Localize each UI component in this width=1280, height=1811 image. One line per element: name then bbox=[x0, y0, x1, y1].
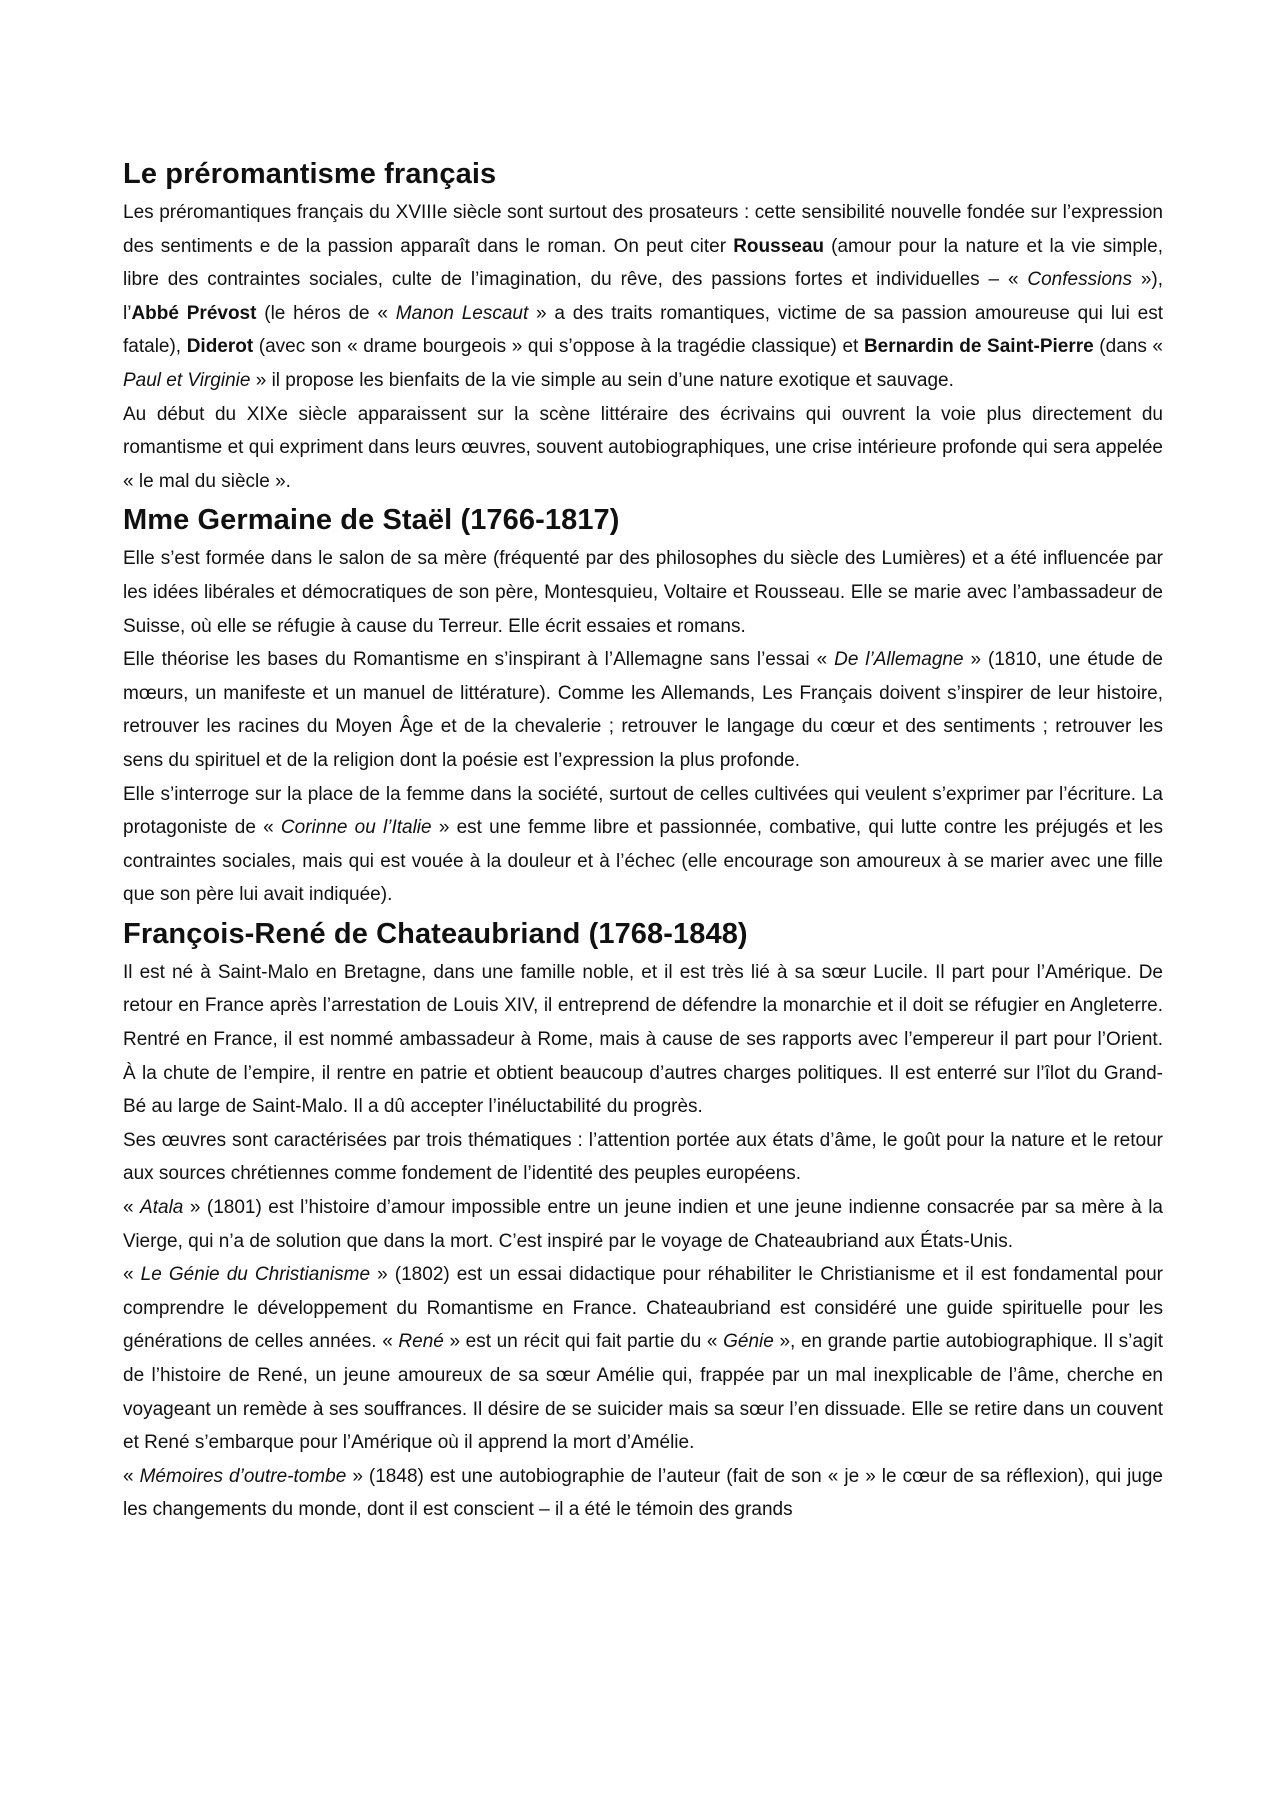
text-run: » (1801) est l’histoire d’amour impossible entre un jeune indien et une jeune indienne consacrée par sa mère à la Vierge, qui n’a de solution que dans la mort. C’est inspiré par le voyage de Chateaubriand aux États-Unis. bbox=[123, 1197, 1163, 1252]
text-run: » (1810, une étude de mœurs, un manifeste et un manuel de littérature). Comme les Allemands, Les Français doivent s’inspirer de leur histoire, retrouver les racines du Moyen Âge et de la chevalerie ; retrouver le langage du cœur et des sentiments ; retrouver les sens du spirituel et de la religion dont la poésie est l’expression la plus profonde. bbox=[123, 649, 1163, 771]
text-run: Elle théorise les bases du Romantisme en s’inspirant à l’Allemagne sans l’essai « bbox=[123, 649, 835, 671]
body-paragraph bbox=[123, 1191, 1163, 1258]
text-run: (amour pour la nature et la vie simple, libre des contraintes sociales, culte de l’imagination, du rêve, des passions fortes et individuelles – « bbox=[123, 235, 1163, 291]
section-heading: François-René de Chateaubriand (1768-1848) bbox=[123, 917, 748, 950]
text-run: (le héros de « bbox=[256, 302, 396, 324]
text-run: « bbox=[123, 1197, 141, 1219]
text-run: » est une femme libre et passionnée, combative, qui lutte contre les préjugés et les contraintes sociales, mais qui est vouée à la douleur et à l’échec (elle encourage son amoureux à se marier avec une fille que son père lui avait indiquée). bbox=[123, 817, 1163, 906]
bold-name: Bernardin de Saint-Pierre bbox=[863, 336, 1094, 358]
body-paragraph bbox=[123, 196, 1163, 398]
document-page bbox=[123, 152, 1163, 1527]
text-run: » a des traits romantiques, victime de sa passion amoureuse qui lui est fatale), bbox=[123, 302, 1163, 358]
text-run: », en grande partie autobiographique. Il s’agit de l’histoire de René, un jeune amoureux de sa sœur Amélie qui, frappée par un mal inexplicable de l’âme, cherche en voyageant un remède à ses souffrances. Il désire de se suicider mais sa sœur l’en dissuade. Elle se retire dans un couvent et René s’embarque pour l’Amérique où il apprend la mort d’Amélie. bbox=[123, 1331, 1163, 1454]
text-run: (dans « bbox=[1093, 336, 1163, 358]
text-run: Il est né à Saint-Malo en Bretagne, dans une famille noble, et il est très lié à sa sœur Lucile. Il part pour l’Amérique. De retour en France après l’arrestation de Louis XIV, il entreprend de défendre la monarchie et il doit se réfugier en Angleterre. Rentré en France, il est nommé ambassadeur à Rome, mais à cause de ses rapports avec l’empereur il part pour l’Orient. À la chute de l’empire, il rentre en patrie et obtient beaucoup d’autres charges politiques. Il est enterré sur l’îlot du Grand-Bé au large de Saint-Malo. Il a dû accepter l’inéluctabilité du progrès. bbox=[123, 961, 1163, 1118]
italic-title: Atala bbox=[140, 1197, 184, 1219]
body-paragraph bbox=[123, 398, 1163, 499]
italic-title: Génie bbox=[723, 1331, 774, 1353]
section-heading: Le préromantisme français bbox=[123, 158, 497, 190]
text-run: « bbox=[123, 1264, 141, 1286]
body-paragraph bbox=[123, 778, 1163, 912]
italic-title: De l’Allemagne bbox=[834, 649, 964, 671]
italic-title: Paul et Virginie bbox=[123, 369, 251, 391]
section-heading: Mme Germaine de Staël (1766-1817) bbox=[123, 504, 620, 537]
text-run: » est un récit qui fait partie du « bbox=[443, 1331, 724, 1353]
italic-title: Mémoires d’outre-tombe bbox=[139, 1465, 347, 1487]
body-paragraph bbox=[123, 1460, 1163, 1527]
bold-name: Abbé Prévost bbox=[131, 302, 257, 324]
body-paragraph bbox=[123, 1124, 1163, 1191]
text-run: Au début du XIXe siècle apparaissent sur la scène littéraire des écrivains qui ouvrent la voie plus directement du romantisme et qui expriment dans leurs œuvres, souvent autobiographiques, une crise intérieure profonde qui sera appelée « le mal du siècle ». bbox=[123, 403, 1163, 492]
text-run: » (1802) est un essai didactique pour réhabiliter le Christianisme et il est fondamental pour comprendre le développement du Romantisme en France. Chateaubriand est considéré une guide spirituelle pour les générations de celles années. « bbox=[123, 1264, 1164, 1353]
body-paragraph bbox=[123, 542, 1163, 643]
body-paragraph bbox=[123, 956, 1163, 1124]
italic-title: Manon Lescaut bbox=[395, 302, 529, 324]
text-run: Elle s’interroge sur la place de la femme dans la société, surtout de celles cultivées qui veulent s’exprimer par l’écriture. La protagoniste de « bbox=[123, 783, 1163, 839]
body-paragraph bbox=[123, 1258, 1163, 1460]
italic-title: Le Génie du Christianisme bbox=[140, 1264, 371, 1286]
text-run: Elle s’est formée dans le salon de sa mère (fréquenté par des philosophes du siècle des Lumières) et a été influencée par les idées libérales et démocratiques de son père, Montesquieu, Voltaire et Rousseau. Elle se marie avec l’ambassadeur de Suisse, où elle se réfugie à cause du Terreur. Elle écrit essaies et romans. bbox=[123, 548, 1163, 637]
text-run: (avec son « drame bourgeois » qui s’oppose à la tragédie classique) et bbox=[253, 336, 864, 358]
bold-name: Diderot bbox=[186, 336, 254, 358]
body-paragraph bbox=[123, 643, 1163, 777]
text-run: » il propose les bienfaits de la vie simple au sein d’une nature exotique et sauvage. bbox=[250, 369, 954, 391]
text-run: »), l’ bbox=[123, 269, 1163, 324]
text-run: Ses œuvres sont caractérisées par trois thématiques : l’attention portée aux états d’âme, le goût pour la nature et le retour aux sources chrétiennes comme fondement de l’identité des peuples européens. bbox=[123, 1129, 1163, 1185]
text-run: Les préromantiques français du XVIIIe siècle sont surtout des prosateurs : cette sensibilité nouvelle fondée sur l’expression des sentiments e de la passion apparaît dans le roman. On peut citer bbox=[123, 202, 1163, 257]
italic-title: René bbox=[398, 1331, 444, 1353]
text-run: » (1848) est une autobiographie de l’auteur (fait de son « je » le cœur de sa réflexion), qui juge les changements du monde, dont il est conscient – il a été le témoin des grands bbox=[123, 1465, 1163, 1521]
bold-name: Rousseau bbox=[733, 235, 824, 257]
italic-title: Confessions bbox=[1027, 269, 1132, 291]
italic-title: Corinne ou l’Italie bbox=[280, 817, 432, 839]
text-run: « bbox=[123, 1465, 140, 1487]
